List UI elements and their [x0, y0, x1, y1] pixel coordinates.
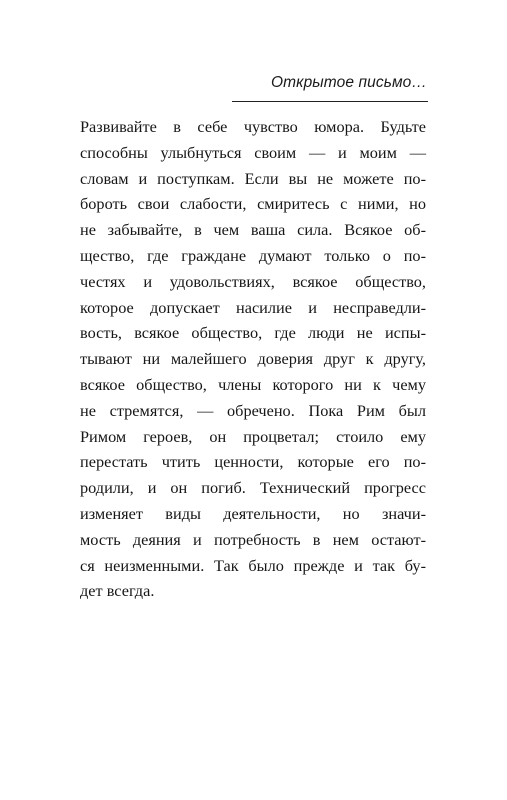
text-line: Развивайте в себе чувство юмора. Будьте	[80, 117, 426, 136]
text-line: не забывайте, в чем ваша сила. Всякое об-	[80, 220, 426, 240]
text-line: ся неизменными. Так было прежде и так бу-	[80, 555, 426, 575]
text-line: щество, где граждане думают только о по-	[80, 245, 426, 265]
text-line: вость, всякое общество, где люди не испы-	[80, 323, 426, 343]
body-paragraph	[80, 114, 426, 604]
text-line: честях и удовольствиях, всякое общество,	[80, 271, 426, 291]
text-line: способны улыбнуться своим — и моим —	[80, 142, 426, 162]
text-line: родили, и он погиб. Технический прогресс	[80, 478, 426, 498]
running-head-title: Открытое письмо…	[271, 74, 427, 91]
text-line: изменяет виды деятельности, но значи-	[80, 503, 426, 523]
text-line: мость деяния и потребность в нем остают-	[80, 529, 426, 549]
text-line: бороть свои слабости, смиритесь с ними, но	[80, 194, 426, 214]
text-line: тывают ни малейшего доверия друг к другу,	[80, 349, 426, 369]
text-line: Римом героев, он процветал; стоило ему	[80, 426, 426, 446]
text-line: перестать чтить ценности, которые его по-	[80, 452, 426, 472]
header-rule	[232, 101, 428, 102]
text-line: не стремятся, — обречено. Пока Рим был	[80, 400, 426, 420]
text-line-last: дет всегда.	[80, 581, 155, 601]
text-line: словам и поступкам. Если вы не можете по-	[80, 168, 426, 188]
text-line: всякое общество, члены которого ни к чему	[80, 374, 426, 394]
text-line: которое допускает насилие и несправедли-	[80, 297, 426, 317]
